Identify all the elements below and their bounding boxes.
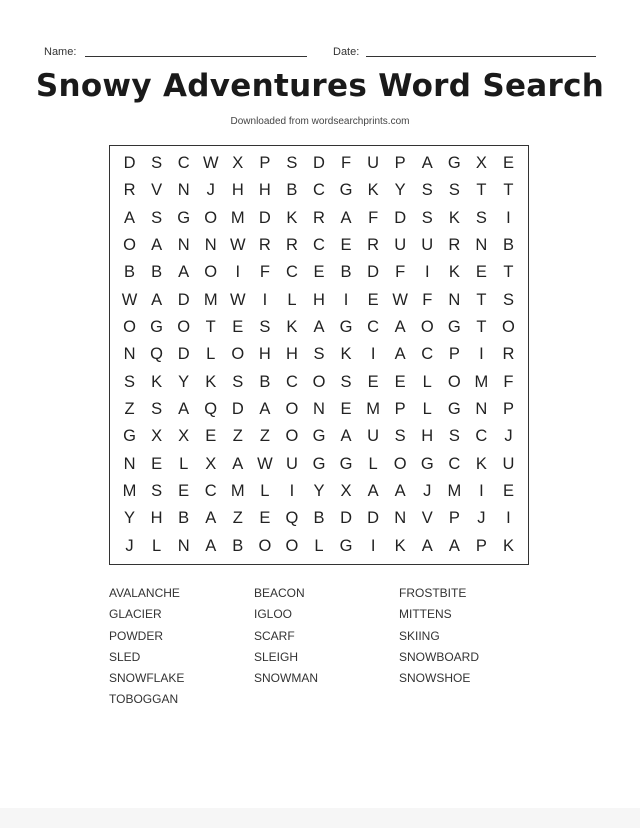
grid-cell: I xyxy=(479,345,484,364)
grid-cell: E xyxy=(502,482,514,501)
grid-cell: I xyxy=(370,345,376,364)
word-list-item: SNOWBOARD xyxy=(399,649,480,664)
grid-cell: M xyxy=(474,372,489,391)
grid-cell: L xyxy=(287,290,297,309)
grid-cell: O xyxy=(204,263,218,282)
grid-cell: Z xyxy=(259,427,270,446)
grid-cell: Y xyxy=(313,482,325,501)
grid-cell: K xyxy=(475,454,487,473)
grid-cell: E xyxy=(232,318,244,337)
grid-cell: T xyxy=(205,318,216,337)
grid-cell: C xyxy=(285,372,298,391)
grid-cell: S xyxy=(421,181,433,200)
grid-cell: A xyxy=(448,536,460,555)
grid-cell: R xyxy=(502,345,515,364)
grid-cell: W xyxy=(392,290,408,309)
grid-cell: R xyxy=(448,236,461,255)
grid-cell: P xyxy=(448,509,460,528)
grid-cell: G xyxy=(339,536,353,555)
grid-cell: A xyxy=(367,482,379,501)
word-list-item: SNOWSHOE xyxy=(399,671,471,686)
grid-cell: G xyxy=(123,427,136,446)
grid-cell: S xyxy=(394,427,406,446)
grid-cell: B xyxy=(232,536,244,555)
grid-cell: X xyxy=(475,154,487,173)
page-footer-band xyxy=(0,808,640,828)
letter-grid xyxy=(109,145,529,565)
grid-cell: N xyxy=(448,290,461,309)
grid-cell: B xyxy=(178,509,190,528)
grid-cell: S xyxy=(259,318,271,337)
grid-cell: R xyxy=(123,181,136,200)
grid-cell: M xyxy=(447,482,462,501)
grid-cell: L xyxy=(314,536,324,555)
grid-cell: B xyxy=(313,509,325,528)
grid-cell: L xyxy=(152,536,162,555)
grid-cell: W xyxy=(121,290,138,309)
grid-cell: P xyxy=(394,154,406,173)
grid-cell: I xyxy=(289,482,295,501)
grid-cell: O xyxy=(123,236,136,255)
grid-cell: U xyxy=(285,454,298,473)
grid-cell: J xyxy=(423,482,432,501)
grid-cell: L xyxy=(179,454,189,473)
grid-cell: G xyxy=(312,427,326,446)
grid-cell: M xyxy=(122,482,137,501)
grid-cell: S xyxy=(448,181,460,200)
grid-cell: J xyxy=(504,427,513,446)
grid-cell: O xyxy=(204,208,218,227)
grid-cell: U xyxy=(421,236,434,255)
grid-cell: A xyxy=(178,263,190,282)
grid-cell: B xyxy=(340,263,352,282)
grid-cell: X xyxy=(232,154,244,173)
grid-cell: E xyxy=(340,400,352,419)
word-list-item: SLEIGH xyxy=(254,649,299,664)
grid-cell: O xyxy=(285,400,299,419)
grid-cell: R xyxy=(367,236,380,255)
grid-cell: W xyxy=(230,236,246,255)
grid-cell: W xyxy=(257,454,273,473)
grid-cell: U xyxy=(394,236,407,255)
grid-cell: I xyxy=(235,263,241,282)
grid-cell: O xyxy=(420,318,434,337)
grid-cell: W xyxy=(202,154,219,173)
grid-cell: O xyxy=(285,427,299,446)
grid-cell: B xyxy=(286,181,298,200)
grid-cell: L xyxy=(368,454,378,473)
grid-cell: O xyxy=(285,536,299,555)
grid-cell: A xyxy=(151,236,163,255)
grid-cell: T xyxy=(476,181,487,200)
grid-cell: E xyxy=(151,454,163,473)
grid-cell: N xyxy=(123,345,136,364)
grid-cell: A xyxy=(394,318,406,337)
grid-cell: O xyxy=(393,454,407,473)
grid-cell: C xyxy=(177,154,190,173)
grid-cell: F xyxy=(503,372,514,391)
name-field-line[interactable] xyxy=(85,56,307,57)
grid-cell: H xyxy=(231,181,244,200)
grid-cell: B xyxy=(124,263,136,282)
grid-cell: H xyxy=(285,345,298,364)
grid-cell: D xyxy=(231,400,244,419)
grid-cell: N xyxy=(177,536,190,555)
grid-cell: G xyxy=(177,208,191,227)
grid-cell: F xyxy=(422,290,433,309)
grid-cell: O xyxy=(177,318,191,337)
grid-cell: T xyxy=(476,318,487,337)
word-list-item: SLED xyxy=(109,649,141,664)
grid-cell: Q xyxy=(285,509,299,528)
grid-cell: D xyxy=(367,263,380,282)
grid-cell: V xyxy=(151,181,163,200)
word-list-item: POWDER xyxy=(109,628,163,643)
grid-cell: G xyxy=(312,454,326,473)
grid-cell: M xyxy=(203,290,218,309)
grid-cell: K xyxy=(340,345,352,364)
grid-cell: X xyxy=(178,427,190,446)
grid-cell: P xyxy=(502,400,514,419)
word-list-item: AVALANCHE xyxy=(109,586,180,600)
grid-cell: S xyxy=(475,208,487,227)
word-list-item: SNOWMAN xyxy=(254,671,318,686)
grid-cell: K xyxy=(367,181,379,200)
grid-cell: G xyxy=(447,318,461,337)
grid-cell: I xyxy=(370,536,376,555)
grid-cell: K xyxy=(205,372,217,391)
grid-cell: O xyxy=(312,372,326,391)
grid-cell: P xyxy=(475,536,487,555)
grid-cell: N xyxy=(394,509,407,528)
grid-cell: C xyxy=(475,427,488,446)
grid-cell: U xyxy=(367,427,380,446)
grid-cell: Z xyxy=(124,400,135,419)
grid-cell: A xyxy=(340,208,352,227)
grid-cell: O xyxy=(447,372,461,391)
grid-cell: X xyxy=(205,454,217,473)
grid-cell: H xyxy=(258,345,271,364)
grid-cell: F xyxy=(368,208,379,227)
grid-cell: L xyxy=(260,482,270,501)
grid-cell: D xyxy=(258,208,271,227)
name-label: Name: xyxy=(44,46,77,58)
grid-cell: G xyxy=(339,454,353,473)
word-list-item: TOBOGGAN xyxy=(109,692,179,707)
grid-cell: J xyxy=(477,509,486,528)
grid-cell: N xyxy=(123,454,136,473)
grid-cell: D xyxy=(177,290,190,309)
grid-cell: G xyxy=(150,318,164,337)
grid-cell: A xyxy=(259,400,271,419)
grid-cell: F xyxy=(395,263,406,282)
grid-cell: M xyxy=(230,482,245,501)
grid-cell: F xyxy=(341,154,352,173)
grid-cell: G xyxy=(339,318,353,337)
grid-cell: O xyxy=(258,536,272,555)
grid-cell: D xyxy=(394,208,407,227)
grid-cell: E xyxy=(340,236,352,255)
grid-cell: D xyxy=(367,509,380,528)
grid-cell: S xyxy=(151,482,163,501)
grid-cell: A xyxy=(232,454,244,473)
page-title: Snowy Adventures Word Search xyxy=(35,68,605,104)
date-field-line[interactable] xyxy=(366,56,596,57)
grid-cell: S xyxy=(151,208,163,227)
grid-cell: I xyxy=(506,509,511,528)
grid-cell: K xyxy=(448,208,460,227)
grid-cell: Z xyxy=(232,509,243,528)
grid-cell: E xyxy=(475,263,487,282)
grid-cell: G xyxy=(447,400,461,419)
grid-cell: K xyxy=(394,536,406,555)
grid-cell: P xyxy=(448,345,460,364)
grid-cell: E xyxy=(367,372,379,391)
word-list-item: MITTENS xyxy=(399,607,452,622)
grid-cell: S xyxy=(313,345,325,364)
word-list-item: SKIING xyxy=(399,628,440,643)
grid-cell: Q xyxy=(204,400,218,419)
grid-cell: S xyxy=(151,154,163,173)
grid-cell: L xyxy=(422,372,432,391)
grid-cell: T xyxy=(476,290,487,309)
grid-cell: Y xyxy=(178,372,190,391)
grid-cell: S xyxy=(286,154,298,173)
grid-cell: F xyxy=(259,263,270,282)
grid-cell: X xyxy=(340,482,352,501)
grid-cell: K xyxy=(502,536,514,555)
grid-cell: N xyxy=(313,400,325,419)
grid-cell: B xyxy=(259,372,271,391)
grid-cell: J xyxy=(206,181,215,200)
grid-cell: N xyxy=(177,181,190,200)
grid-cell: I xyxy=(343,290,349,309)
grid-cell: A xyxy=(394,345,406,364)
grid-cell: K xyxy=(286,318,298,337)
grid-cell: C xyxy=(285,263,298,282)
grid-cell: H xyxy=(421,427,434,446)
grid-cell: S xyxy=(421,208,433,227)
grid-cell: U xyxy=(502,454,515,473)
grid-cell: U xyxy=(367,154,380,173)
grid-cell: S xyxy=(448,427,460,446)
grid-cell: A xyxy=(421,154,433,173)
word-list xyxy=(109,586,544,706)
grid-cell: A xyxy=(313,318,325,337)
grid-cell: B xyxy=(151,263,163,282)
grid-cell: N xyxy=(475,236,488,255)
word-list-item: IGLOO xyxy=(254,607,293,622)
grid-cell: N xyxy=(475,400,488,419)
grid-cell: S xyxy=(340,372,352,391)
grid-cell: L xyxy=(206,345,216,364)
grid-cell: A xyxy=(340,427,352,446)
word-list-item: BEACON xyxy=(254,586,305,600)
grid-cell: Y xyxy=(394,181,406,200)
grid-cell: R xyxy=(285,236,298,255)
grid-cell: A xyxy=(421,536,433,555)
grid-cell: S xyxy=(151,400,163,419)
grid-cell: S xyxy=(502,290,514,309)
grid-cell: L xyxy=(422,400,432,419)
grid-cell: V xyxy=(421,509,433,528)
grid-cell: O xyxy=(502,318,515,337)
grid-cell: A xyxy=(124,208,136,227)
word-list-item: GLACIER xyxy=(109,607,162,622)
grid-cell: T xyxy=(503,181,514,200)
grid-cell: W xyxy=(230,290,246,309)
grid-cell: H xyxy=(313,290,325,309)
grid-cell: X xyxy=(151,427,163,446)
grid-cell: G xyxy=(339,181,353,200)
grid-cell: K xyxy=(286,208,298,227)
grid-cell: G xyxy=(447,154,461,173)
grid-cell: A xyxy=(151,290,163,309)
grid-cell: I xyxy=(424,263,430,282)
source-note: Downloaded from wordsearchprints.com xyxy=(230,116,410,127)
grid-cell: C xyxy=(421,345,434,364)
grid-cell: Q xyxy=(150,345,164,364)
grid-cell: C xyxy=(313,236,325,255)
grid-cell: T xyxy=(503,263,514,282)
grid-cell: K xyxy=(448,263,460,282)
word-list-item: SCARF xyxy=(254,628,295,643)
grid-cell: K xyxy=(151,372,163,391)
grid-cell: P xyxy=(259,154,271,173)
grid-cell: E xyxy=(259,509,271,528)
grid-cell: E xyxy=(502,154,514,173)
grid-cell: E xyxy=(178,482,190,501)
date-label: Date: xyxy=(333,46,360,58)
grid-cell: N xyxy=(177,236,190,255)
grid-cell: M xyxy=(366,400,380,419)
grid-cell: E xyxy=(313,263,325,282)
grid-cell: I xyxy=(506,208,511,227)
grid-cell: E xyxy=(205,427,217,446)
grid-cell: E xyxy=(394,372,406,391)
grid-cell: C xyxy=(204,482,217,501)
grid-cell: I xyxy=(262,290,268,309)
grid-cell: A xyxy=(178,400,190,419)
grid-cell: D xyxy=(123,154,136,173)
grid-cell: C xyxy=(448,454,461,473)
grid-cell: Z xyxy=(232,427,243,446)
word-list-item: FROSTBITE xyxy=(399,586,467,600)
grid-cell: M xyxy=(230,208,245,227)
grid-cell: I xyxy=(479,482,484,501)
word-list-item: SNOWFLAKE xyxy=(109,671,185,686)
grid-cell: D xyxy=(340,509,353,528)
grid-cell: C xyxy=(367,318,380,337)
grid-cell: E xyxy=(367,290,379,309)
grid-cell: S xyxy=(232,372,244,391)
grid-cell: H xyxy=(258,181,271,200)
grid-cell: A xyxy=(205,509,217,528)
grid-cell: D xyxy=(313,154,325,173)
grid-cell: A xyxy=(394,482,406,501)
grid-cell: H xyxy=(150,509,163,528)
grid-cell: D xyxy=(177,345,190,364)
grid-cell: G xyxy=(420,454,434,473)
grid-cell: R xyxy=(258,236,271,255)
grid-cell: J xyxy=(125,536,134,555)
grid-cell: R xyxy=(313,208,325,227)
grid-cell: N xyxy=(204,236,217,255)
grid-cell: S xyxy=(124,372,136,391)
grid-cell: A xyxy=(205,536,217,555)
grid-cell: Y xyxy=(124,509,136,528)
grid-cell: O xyxy=(123,318,136,337)
grid-cell: C xyxy=(313,181,325,200)
grid-cell: B xyxy=(502,236,514,255)
grid-cell: O xyxy=(231,345,245,364)
grid-cell: P xyxy=(394,400,406,419)
